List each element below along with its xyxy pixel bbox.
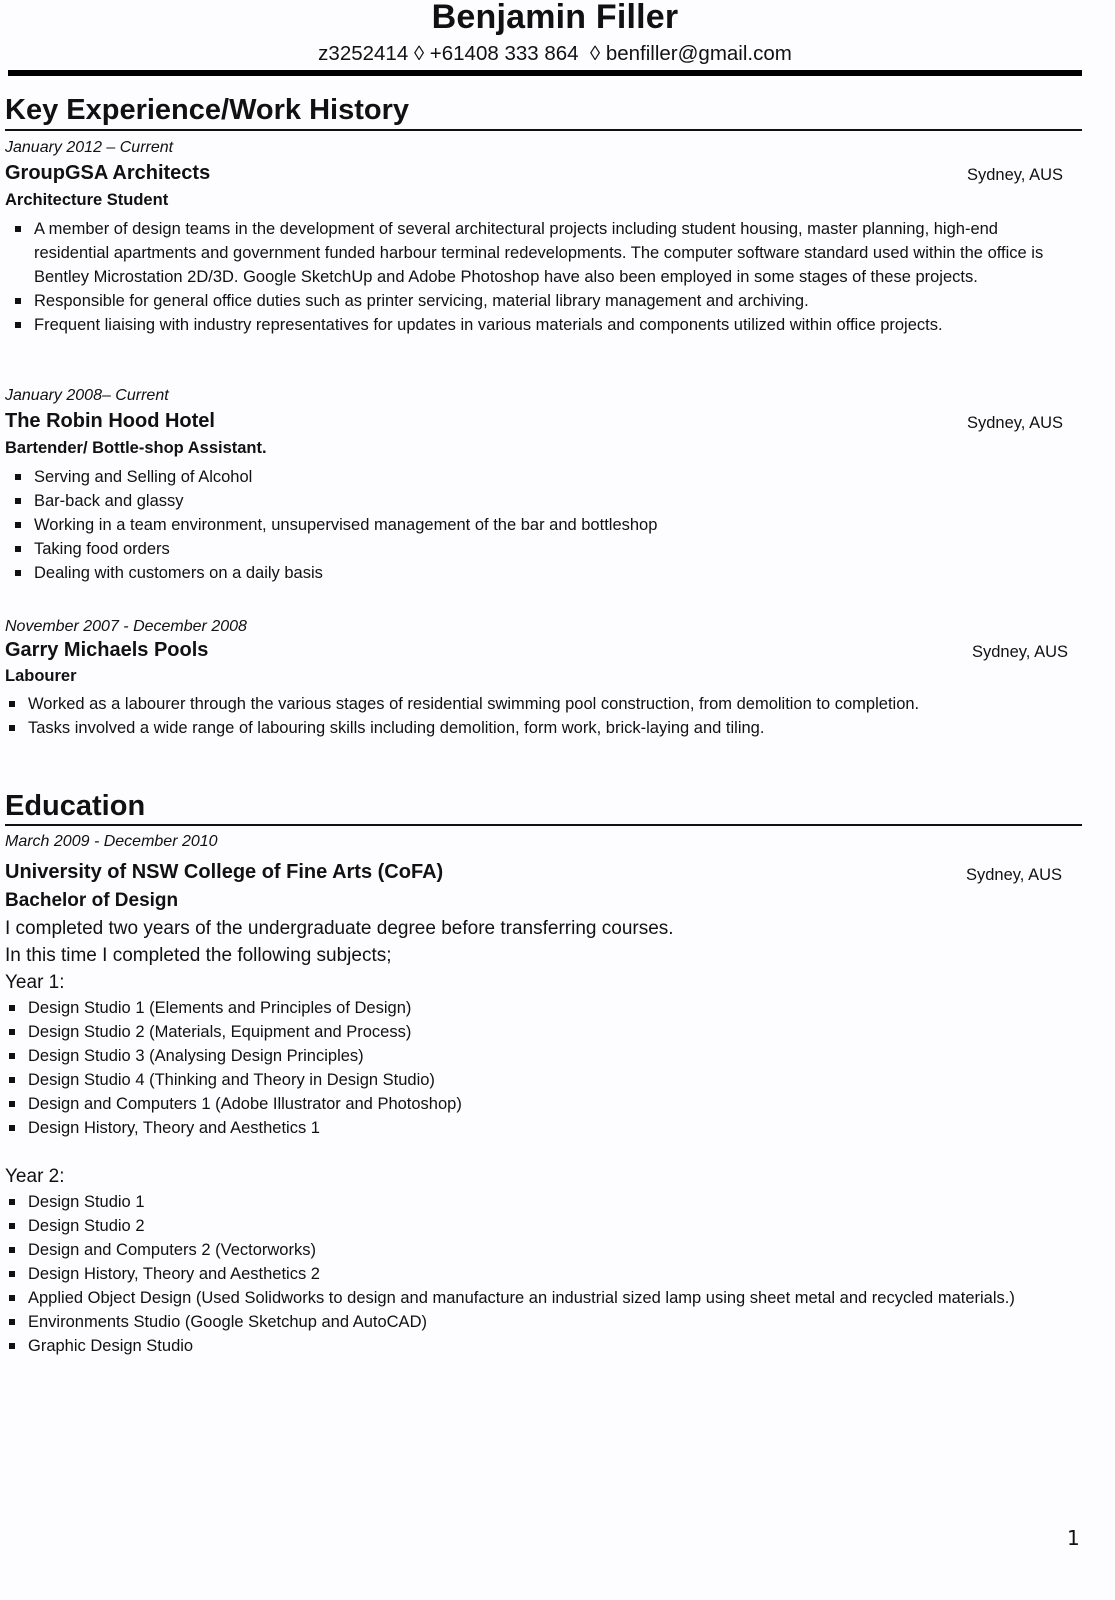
header-divider (8, 70, 1082, 76)
list-item: Design Studio 3 (Analysing Design Principles) (5, 1044, 1085, 1068)
job-location: Sydney, AUS (967, 414, 1063, 432)
job-date: November 2007 - December 2008 (5, 618, 247, 635)
year-label: Year 2: (5, 1166, 65, 1187)
list-item: Environments Studio (Google Sketchup and AutoCAD) (5, 1310, 1015, 1334)
year-label: Year 1: (5, 972, 65, 993)
list-item: Serving and Selling of Alcohol (5, 465, 1075, 489)
job-role: Bartender/ Bottle-shop Assistant. (5, 439, 267, 457)
list-item: Worked as a labourer through the various stages of residential swimming pool construction, from demolition to completion. (5, 692, 1085, 716)
section-divider (5, 824, 1082, 826)
job-date: January 2012 – Current (5, 139, 174, 156)
job-location: Sydney, AUS (967, 166, 1063, 184)
list-item: Bar-back and glassy (5, 489, 1075, 513)
job-bullets (5, 465, 1075, 585)
job-organization: GroupGSA Architects (5, 162, 211, 184)
job-role: Architecture Student (5, 191, 169, 209)
separator-diamond-icon: ◊ (413, 42, 425, 65)
list-item: A member of design teams in the development of several architectural projects including student housing, master planning, high-end residential apartments and government funded harbour terminal redevelopments. The computer software standard used within the office is Bentley Microstation 2D/3D. Google SketchUp and Adobe Photoshop have also been employed in some stages of these projects. (5, 217, 1075, 289)
job-bullets (5, 692, 1085, 740)
job-date: January 2008– Current (5, 387, 169, 404)
separator-diamond-icon: ◊ (589, 42, 601, 65)
student-id: z3252414 (318, 42, 409, 65)
list-item: Design and Computers 1 (Adobe Illustrator and Photoshop) (5, 1092, 1085, 1116)
job-organization: The Robin Hood Hotel (5, 410, 215, 432)
job-organization: Garry Michaels Pools (5, 639, 209, 661)
list-item: Taking food orders (5, 537, 1075, 561)
list-item: Design Studio 1 (5, 1190, 1015, 1214)
education-date: March 2009 - December 2010 (5, 833, 218, 850)
list-item: Design Studio 2 (5, 1214, 1015, 1238)
section-title-experience: Key Experience/Work History (5, 94, 410, 126)
section-divider (5, 129, 1082, 131)
list-item: Dealing with customers on a daily basis (5, 561, 1075, 585)
list-item: Design and Computers 2 (Vectorworks) (5, 1238, 1015, 1262)
list-item: Frequent liaising with industry representatives for updates in various materials and components utilized within office projects. (5, 313, 1075, 337)
list-item: Design History, Theory and Aesthetics 2 (5, 1262, 1015, 1286)
section-title-education: Education (5, 790, 146, 822)
contact-line (0, 42, 1110, 66)
list-item: Applied Object Design (Used Solidworks to design and manufacture an industrial sized lamp using sheet metal and recycled materials.) (5, 1286, 1015, 1310)
list-item: Design Studio 1 (Elements and Principles of Design) (5, 996, 1085, 1020)
job-location: Sydney, AUS (972, 643, 1068, 661)
list-item: Working in a team environment, unsupervised management of the bar and bottleshop (5, 513, 1075, 537)
resume-name: Benjamin Filler (431, 0, 679, 36)
list-item: Graphic Design Studio (5, 1334, 1015, 1358)
phone-number: +61408 333 864 (429, 42, 579, 65)
subject-list-year-2 (5, 1190, 1015, 1358)
page-number: 1 (1067, 1526, 1080, 1550)
education-degree: Bachelor of Design (5, 890, 179, 911)
subject-list-year-1 (5, 996, 1085, 1140)
education-location: Sydney, AUS (966, 866, 1062, 884)
job-role: Labourer (5, 667, 77, 685)
list-item: Design Studio 2 (Materials, Equipment and Process) (5, 1020, 1085, 1044)
education-institution: University of NSW College of Fine Arts (CoFA) (5, 861, 444, 883)
job-bullets (5, 217, 1075, 337)
email-link[interactable]: benfiller@gmail.com (605, 42, 792, 65)
list-item: Design Studio 4 (Thinking and Theory in Design Studio) (5, 1068, 1085, 1092)
list-item: Tasks involved a wide range of labouring skills including demolition, form work, brick-laying and tiling. (5, 716, 1085, 740)
education-paragraph: In this time I completed the following subjects; (5, 945, 392, 966)
list-item: Responsible for general office duties such as printer servicing, material library management and archiving. (5, 289, 1075, 313)
list-item: Design History, Theory and Aesthetics 1 (5, 1116, 1085, 1140)
education-paragraph: I completed two years of the undergraduate degree before transferring courses. (5, 918, 674, 939)
